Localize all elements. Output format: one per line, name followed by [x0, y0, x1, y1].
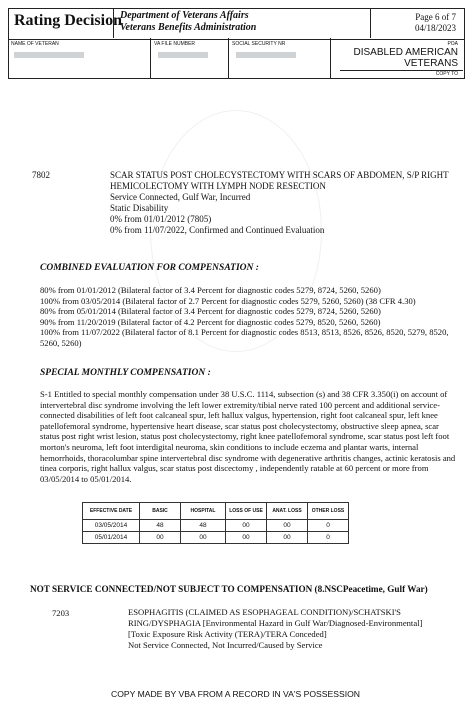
col-hospital: HOSPITAL: [181, 503, 226, 520]
nsc-heading: NOT SERVICE CONNECTED/NOT SUBJECT TO COMPENSATION (8.NSCPeacetime, Gulf War): [30, 584, 428, 594]
table-cell: 00: [181, 532, 226, 544]
ssn-label: SOCIAL SECURITY NR: [232, 41, 286, 47]
table-cell: 00: [267, 532, 308, 544]
redacted-file-number: [158, 52, 208, 58]
combined-evaluation-heading: COMBINED EVALUATION FOR COMPENSATION :: [40, 263, 259, 273]
disability-entry: [110, 170, 455, 236]
combined-line: 100% from 11/07/2022 (Bilateral factor of 8.1 Percent for diagnostic codes 8513, 8513, 8526, 8526, 8520, 5279, 8520, 5260, 5260): [40, 327, 449, 348]
document-title: Rating Decision: [14, 12, 122, 29]
table-cell: 00: [140, 532, 181, 544]
combined-line: 90% from 11/20/2019 (Bilateral factor of 4.2 Percent for diagnostic codes 5279, 8520, 5260, 5260): [40, 316, 381, 327]
table-cell: 0: [308, 532, 349, 544]
rating-line: 0% from 01/01/2012 (7805): [110, 214, 212, 224]
diagnostic-code: 7802: [32, 170, 50, 180]
document-date: 04/18/2023: [414, 23, 456, 33]
disability-title: SCAR STATUS POST CHOLECYSTECTOMY WITH SCARS OF ABDOMEN, S/P RIGHT HEMICOLECTOMY WITH LYMPH NODE RESECTION: [110, 170, 449, 191]
table-cell: 00: [267, 520, 308, 532]
redacted-ssn: [236, 52, 296, 58]
table-cell: 03/05/2014: [83, 520, 140, 532]
page-number: Page 6 of 7: [415, 12, 456, 22]
smc-paragraph: S-1 Entitled to special monthly compensation under 38 U.S.C. 1114, subsection (s) and 38 CFR 3.350(i) on account of intervertebral disc syndrome involving the left lower extremity/tibial nerve rated 100 percent and additional service-connected disabilities of left foot calcaneal spur, left hallux valgus, hypertension, right foot calcaneal spur, left knee patellofemoral syndrome, hypertensive heart disease, scar status post cholecystectomy, obstructive sleep apnea, scar status post right wrist lesion, status post cholecystectomy, right knee patellofemoral syndrome, scar status post left foot morton's neuroma, left foot interdigital neuroma, skin conditions to include eczema and plantar warts, internal hemorrhoids, thoracolumbar spine intervertebral disc syndrome with degenerative arthritis changes, actinic keratosis and tinea corporis, right hallux valgus, scar status post discectomy , independently ratable at 60 percent or more from 03/05/2014 to 05/01/2014.: [40, 389, 456, 484]
combined-line: 80% from 05/01/2014 (Bilateral factor of 3.4 Percent for diagnostic codes 5279, 8724, 5260, 5260): [40, 306, 381, 317]
department-name: [120, 10, 256, 34]
combined-evaluation-list: [40, 285, 460, 349]
table-cell: 48: [140, 520, 181, 532]
poa-label: POA: [447, 41, 458, 47]
combined-line: 80% from 01/01/2012 (Bilateral factor of 3.4 Percent for diagnostic codes 5279, 8724, 5260, 5260): [40, 285, 381, 295]
table-row: [83, 532, 349, 544]
nsc-entry: [128, 607, 458, 651]
header-divider: [370, 8, 371, 38]
combined-line: 100% from 03/05/2014 (Bilateral factor of 2.7 Percent for diagnostic codes 5279, 5260, 5260) (38 CFR 4.30): [40, 295, 416, 306]
nsc-diagnostic-code: 7203: [52, 608, 70, 618]
field-divider: [150, 38, 151, 78]
administration-line: Veterans Benefits Administration: [120, 22, 257, 33]
nsc-condition: ESOPHAGITIS (CLAIMED AS ESOPHAGEAL CONDITION)/SCHATSKI'S RING/DYSPHAGIA [Environmental Hazard in Gulf War/Diagnosed-Environmental]: [128, 607, 423, 628]
poa-value: DISABLED AMERICAN VETERANS: [353, 47, 458, 69]
col-basic: BASIC: [140, 503, 181, 520]
col-other-loss: OTHER LOSS: [308, 503, 349, 520]
col-effective-date: EFFECTIVE DATE: [83, 503, 140, 520]
veteran-name-label: NAME OF VETERAN: [11, 41, 59, 47]
col-loss-of-use: LOSS OF USE: [226, 503, 267, 520]
nsc-tera: [Toxic Exposure Risk Activity (TERA)/TERA Conceded]: [128, 629, 327, 639]
page-info: [378, 12, 456, 34]
static-disability: Static Disability: [110, 203, 169, 213]
smc-heading: SPECIAL MONTHLY COMPENSATION :: [40, 368, 211, 378]
redacted-name: [14, 52, 84, 58]
table-cell: 0: [308, 520, 349, 532]
department-line: Department of Veterans Affairs: [120, 10, 249, 21]
smc-table: [82, 502, 349, 544]
rating-line: 0% from 11/07/2022, Confirmed and Continued Evaluation: [110, 225, 325, 235]
field-divider: [228, 38, 229, 78]
table-row: [83, 520, 349, 532]
smc-table-header: [83, 503, 349, 520]
table-cell: 48: [181, 520, 226, 532]
va-file-label: VA FILE NUMBER: [154, 41, 196, 47]
nsc-status: Not Service Connected, Not Incurred/Caused by Service: [128, 640, 323, 650]
copy-to-label: COPY TO: [435, 71, 458, 77]
table-cell: 05/01/2014: [83, 532, 140, 544]
table-cell: 00: [226, 532, 267, 544]
copy-footer: COPY MADE BY VBA FROM A RECORD IN VA'S POSSESSION: [110, 689, 360, 699]
service-connection: Service Connected, Gulf War, Incurred: [110, 192, 251, 202]
table-cell: 00: [226, 520, 267, 532]
col-anat-loss: ANAT. LOSS: [267, 503, 308, 520]
